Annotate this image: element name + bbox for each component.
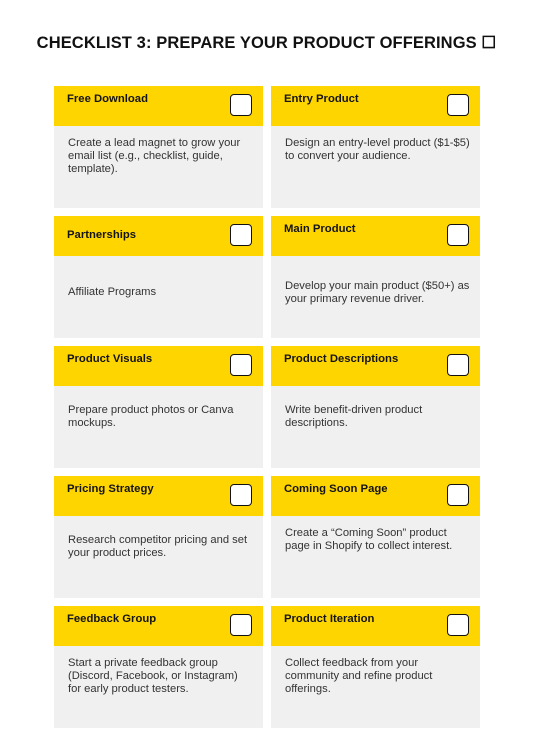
checklist-grid <box>54 86 480 728</box>
card-body <box>54 256 263 338</box>
card-body <box>54 126 263 208</box>
card-description: Affiliate Programs <box>68 286 157 298</box>
card-title: Main Product <box>284 223 356 235</box>
card-description: Write benefit-driven product descriptions. <box>285 404 423 430</box>
checkbox[interactable] <box>447 224 469 246</box>
card-title: Product Descriptions <box>284 353 399 365</box>
card-body <box>271 386 480 468</box>
checklist-card <box>54 346 263 468</box>
page-title: CHECKLIST 3: PREPARE YOUR PRODUCT OFFERINGS ☐ <box>36 34 497 52</box>
card-body <box>271 646 480 728</box>
card-description: Develop your main product ($50+) as your primary revenue driver. <box>285 280 470 306</box>
checkbox[interactable] <box>447 484 469 506</box>
checkbox[interactable] <box>230 614 252 636</box>
card-header <box>271 606 480 646</box>
card-title: Product Visuals <box>67 353 153 365</box>
card-description: Prepare product photos or Canva mockups. <box>68 404 234 430</box>
checkbox[interactable] <box>230 354 252 376</box>
card-title: Free Download <box>67 93 148 105</box>
card-body <box>271 126 480 208</box>
card-description: Research competitor pricing and set your product prices. <box>68 534 248 560</box>
card-description: Collect feedback from your community and refine product offerings. <box>285 657 433 696</box>
card-header <box>54 476 263 516</box>
card-description: Create a “Coming Soon” product page in Shopify to collect interest. <box>285 527 453 553</box>
card-header <box>54 346 263 386</box>
checklist-card <box>54 476 263 598</box>
checklist-card <box>271 606 480 728</box>
card-header <box>271 216 480 256</box>
checklist-card <box>271 216 480 338</box>
checkbox[interactable] <box>447 94 469 116</box>
checkbox[interactable] <box>447 354 469 376</box>
card-header <box>54 86 263 126</box>
checklist-card <box>54 606 263 728</box>
card-title: Feedback Group <box>67 613 157 625</box>
card-header <box>271 86 480 126</box>
checklist-card <box>271 476 480 598</box>
card-title: Pricing Strategy <box>67 483 154 495</box>
card-header <box>54 216 263 256</box>
card-title: Entry Product <box>284 93 359 105</box>
card-body <box>54 646 263 728</box>
card-description: Create a lead magnet to grow your email list (e.g., checklist, guide, template). <box>68 137 241 176</box>
card-header <box>54 606 263 646</box>
checklist-card <box>54 216 263 338</box>
checkbox[interactable] <box>230 224 252 246</box>
card-title: Product Iteration <box>284 613 375 625</box>
card-body <box>271 516 480 598</box>
checkbox[interactable] <box>230 484 252 506</box>
card-description: Design an entry-level product ($1-$5) to convert your audience. <box>285 137 470 163</box>
checklist-card <box>271 346 480 468</box>
card-header <box>271 476 480 516</box>
card-header <box>271 346 480 386</box>
checkbox[interactable] <box>447 614 469 636</box>
card-body <box>54 386 263 468</box>
checklist-card <box>271 86 480 208</box>
card-description: Start a private feedback group (Discord, Facebook, or Instagram) for early product testers. <box>68 657 238 696</box>
checklist-card <box>54 86 263 208</box>
card-body <box>271 256 480 338</box>
card-body <box>54 516 263 598</box>
card-title: Coming Soon Page <box>284 483 388 495</box>
card-title: Partnerships <box>67 229 137 241</box>
checkbox[interactable] <box>230 94 252 116</box>
